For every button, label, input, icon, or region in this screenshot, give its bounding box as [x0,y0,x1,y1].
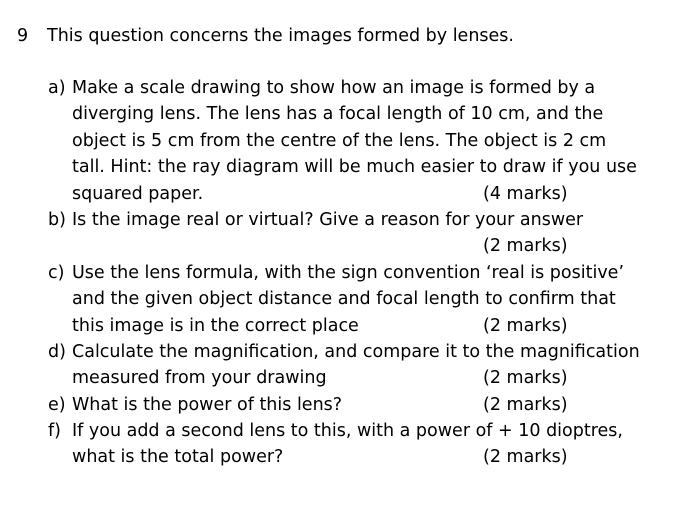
question-part-a-line [48,181,648,207]
question-part-b-line [48,207,648,233]
part-text: Make a scale drawing to show how an image is formed by a [72,78,596,98]
part-marks: (2 marks) [483,236,568,257]
part-marks: (2 marks) [483,394,568,415]
part-text: what is the total power? [72,447,284,468]
question-part-b-line [48,233,648,259]
question-part-f-line [48,418,648,444]
part-label: b) [48,209,66,230]
part-text: Calculate the magnification, and compare it to the magnification [72,341,640,362]
question-parts-list [48,75,648,471]
part-label: f) [48,421,61,442]
part-text: tall. Hint: the ray diagram will be much easier to draw if you use [72,157,637,178]
part-marks: (2 marks) [483,447,568,468]
part-marks: (4 marks) [483,183,568,204]
part-text: squared paper. [72,183,204,204]
question-part-c-line [48,260,648,286]
part-text: this image is in the correct place [72,315,359,336]
part-text: diverging lens. The lens has a focal length of 10 cm, and the [72,104,604,125]
part-text: and the given object distance and focal length to confirm that [72,289,616,310]
part-text: Use the lens formula, with the sign convention ‘real is positive’ [72,262,625,283]
question-part-e-line [48,392,648,418]
part-text: measured from your drawing [72,368,327,389]
question-part-a-line [48,101,648,127]
question-part-a-line [48,75,648,101]
question-part-a-line [48,128,648,154]
part-marks: (2 marks) [483,315,568,336]
question-part-f-line [48,444,648,470]
part-label: d) [48,341,66,362]
question-part-d-line [48,339,648,365]
question-part-c-line [48,313,648,339]
part-label: c) [48,262,65,283]
question-number: 9 [17,26,29,46]
question-part-d-line [48,365,648,391]
part-label: e) [48,394,66,415]
question-part-a-line [48,154,648,180]
part-marks: (2 marks) [483,368,568,389]
part-text: If you add a second lens to this, with a power of + 10 dioptres, [72,421,623,442]
part-label: a) [48,78,66,98]
part-text: object is 5 cm from the centre of the lens. The object is 2 cm [72,130,607,151]
part-text: Is the image real or virtual? Give a reason for your answer [72,209,584,230]
part-text: What is the power of this lens? [72,394,343,415]
question-header [17,26,514,46]
question-part-c-line [48,286,648,312]
question-intro: This question concerns the images formed by lenses. [47,26,514,46]
